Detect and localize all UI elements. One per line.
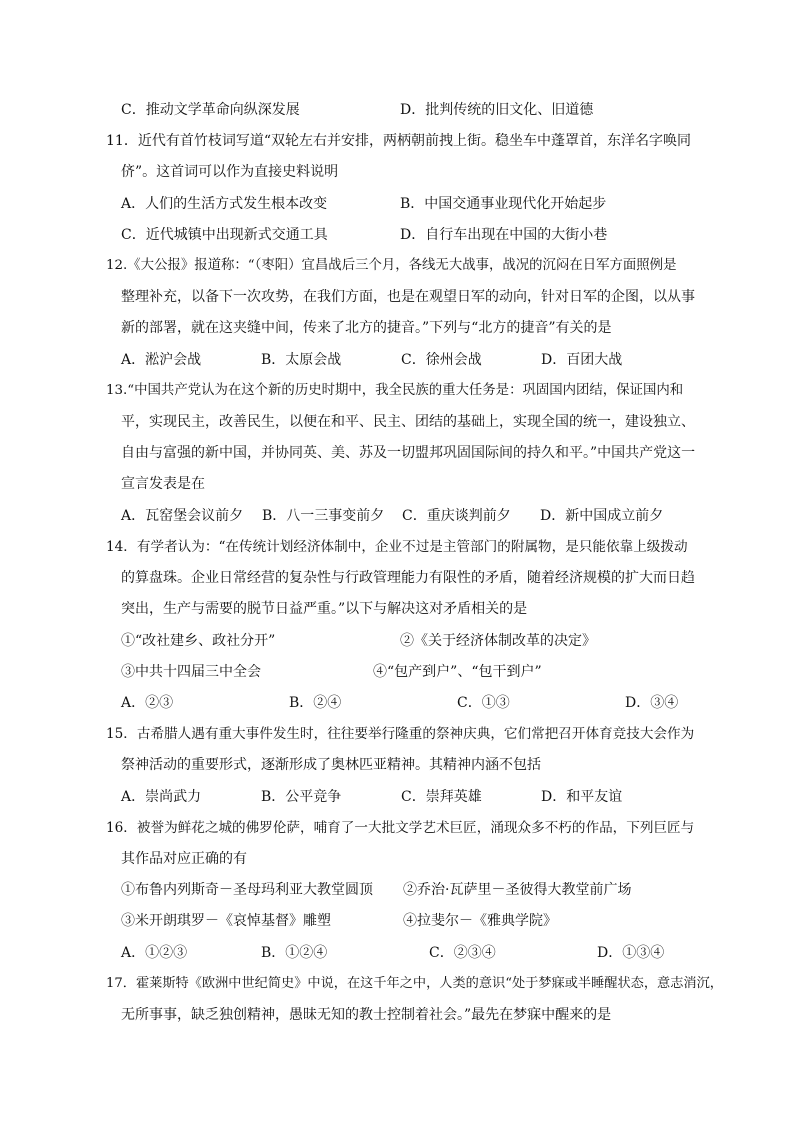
q13-stem-line2: 平，实现民主，改善民生，以便在和平、民主、团结的基础上，实现全国的统一，建设独立、: [121, 414, 695, 430]
q12-stem-line1: 12.《大公报》报道称：“（枣阳）宜昌战后三个月，各线无大战事，战况的沉闷在日军方面照例是: [106, 258, 677, 273]
q12-option-a: A．淞沪会战: [121, 352, 202, 368]
q11-stem-line2: 侪”。这首词可以作为直接史料说明: [121, 164, 339, 180]
q11-option-c: C．近代城镇中出现新式交通工具: [121, 227, 328, 243]
q17-stem-line2: 无所事事，缺乏独创精神，愚昧无知的教士控制着社会。”最先在梦寐中醒来的是: [121, 1007, 612, 1023]
q16-option-d: D．①③④: [597, 945, 665, 961]
q17-stem-line1: 17．霍莱斯特《欧洲中世纪简史》中说，在这千年之中，人类的意识“处于梦寐或半睡醒状态，意志消沉，: [106, 976, 723, 991]
q15-stem-line1: 15．古希腊人遇有重大事件发生时，往往要举行隆重的祭神庆典，它们常把召开体育竞技大会作为: [106, 726, 695, 742]
q14-option-a: A．②③: [121, 695, 174, 711]
q13-stem-line1: 13.“中国共产党认为在这个新的历史时期中，我全民族的重大任务是：巩固国内团结，保证国内和: [106, 383, 684, 398]
q14-stem-line1: 14．有学者认为：“在传统计划经济体制中，企业不过是主管部门的附属物，是只能依靠上级拨动: [106, 539, 688, 555]
q14-item-1: ①“改社建乡、政社分开”: [121, 633, 276, 649]
q16-option-a: A．①②③: [121, 945, 188, 961]
q14-option-d: D．③④: [625, 695, 679, 711]
q15-option-a: A．崇尚武力: [121, 789, 202, 805]
q12-option-c: C．徐州会战: [401, 352, 482, 368]
q16-option-c: C．②③④: [429, 945, 496, 961]
q16-item-3: ③米开朗琪罗－《哀悼基督》雕塑: [121, 913, 331, 929]
q16-stem-line2: 其作品对应正确的有: [121, 851, 247, 867]
q15-option-d: D．和平友谊: [541, 789, 623, 805]
q12-option-b: B．太原会战: [261, 352, 342, 368]
q16-item-1: ①布鲁内列斯奇－圣母玛利亚大教堂圆顶: [121, 882, 373, 898]
q11-option-b: B．中国交通事业现代化开始起步: [400, 196, 607, 212]
q13-option-b: B．八一三事变前夕: [262, 508, 385, 524]
q11-option-d: D．自行车出现在中国的大街小巷: [400, 227, 608, 243]
q12-stem-line3: 新的部署，就在这夹缝中间，传来了北方的捷音。”下列与“北方的捷音”有关的是: [121, 320, 612, 336]
q13-option-d: D．新中国成立前夕: [540, 508, 664, 524]
q14-stem-line2: 的算盘珠。企业日常经营的复杂性与行政管理能力有限性的矛盾，随着经济规模的扩大而日趋: [121, 570, 695, 586]
q11-option-a: A．人们的生活方式发生根本改变: [121, 196, 328, 212]
q14-item-2: ②《关于经济体制改革的决定》: [400, 633, 596, 649]
q15-stem-line2: 祭神活动的重要形式，逐渐形成了奥林匹亚精神。其精神内涵不包括: [121, 757, 541, 773]
q14-option-c: C．①③: [457, 695, 510, 711]
q13-option-c: C．重庆谈判前夕: [402, 508, 511, 524]
q16-stem-line1: 16．被誉为鲜花之城的佛罗伦萨，哺育了一大批文学艺术巨匠，涌现众多不朽的作品，下列巨匠与: [106, 820, 695, 836]
q12-stem-line2: 整理补充，以备下一次攻势，在我们方面，也是在观望日军的动向，针对日军的企图，以从事: [121, 289, 695, 305]
q14-stem-line3: 突出，生产与需要的脱节日益严重。”以下与解决这对矛盾相关的是: [121, 601, 528, 617]
q13-stem-line4: 宣言发表是在: [121, 476, 205, 492]
q14-option-b: B．②④: [289, 695, 342, 711]
q15-option-c: C．崇拜英雄: [401, 789, 482, 805]
q15-option-b: B．公平竞争: [261, 789, 342, 805]
q16-option-b: B．①②④: [261, 945, 328, 961]
q13-stem-line3: 自由与富强的新中国，并协同英、美、苏及一切盟邦巩固国际间的持久和平。”中国共产党这一: [121, 445, 696, 461]
q10-option-c: C．推动文学革命向纵深发展: [121, 102, 300, 118]
q13-option-a: A．瓦窑堡会议前夕: [121, 508, 244, 524]
q16-item-2: ②乔治·瓦萨里－圣彼得大教堂前广场: [403, 882, 632, 898]
q14-item-3: ③中共十四届三中全会: [121, 664, 261, 680]
q14-item-4: ④“包产到户”、“包干到户”: [373, 664, 542, 680]
q16-item-4: ④拉斐尔－《雅典学院》: [403, 913, 557, 929]
q12-option-d: D．百团大战: [541, 352, 623, 368]
q10-option-d: D．批判传统的旧文化、旧道德: [400, 102, 594, 118]
q11-stem-line1: 11．近代有首竹枝词写道“双轮左右并安排，两柄朝前拽上街。稳坐车中蓬罩首，东洋名字唤同: [106, 133, 691, 149]
